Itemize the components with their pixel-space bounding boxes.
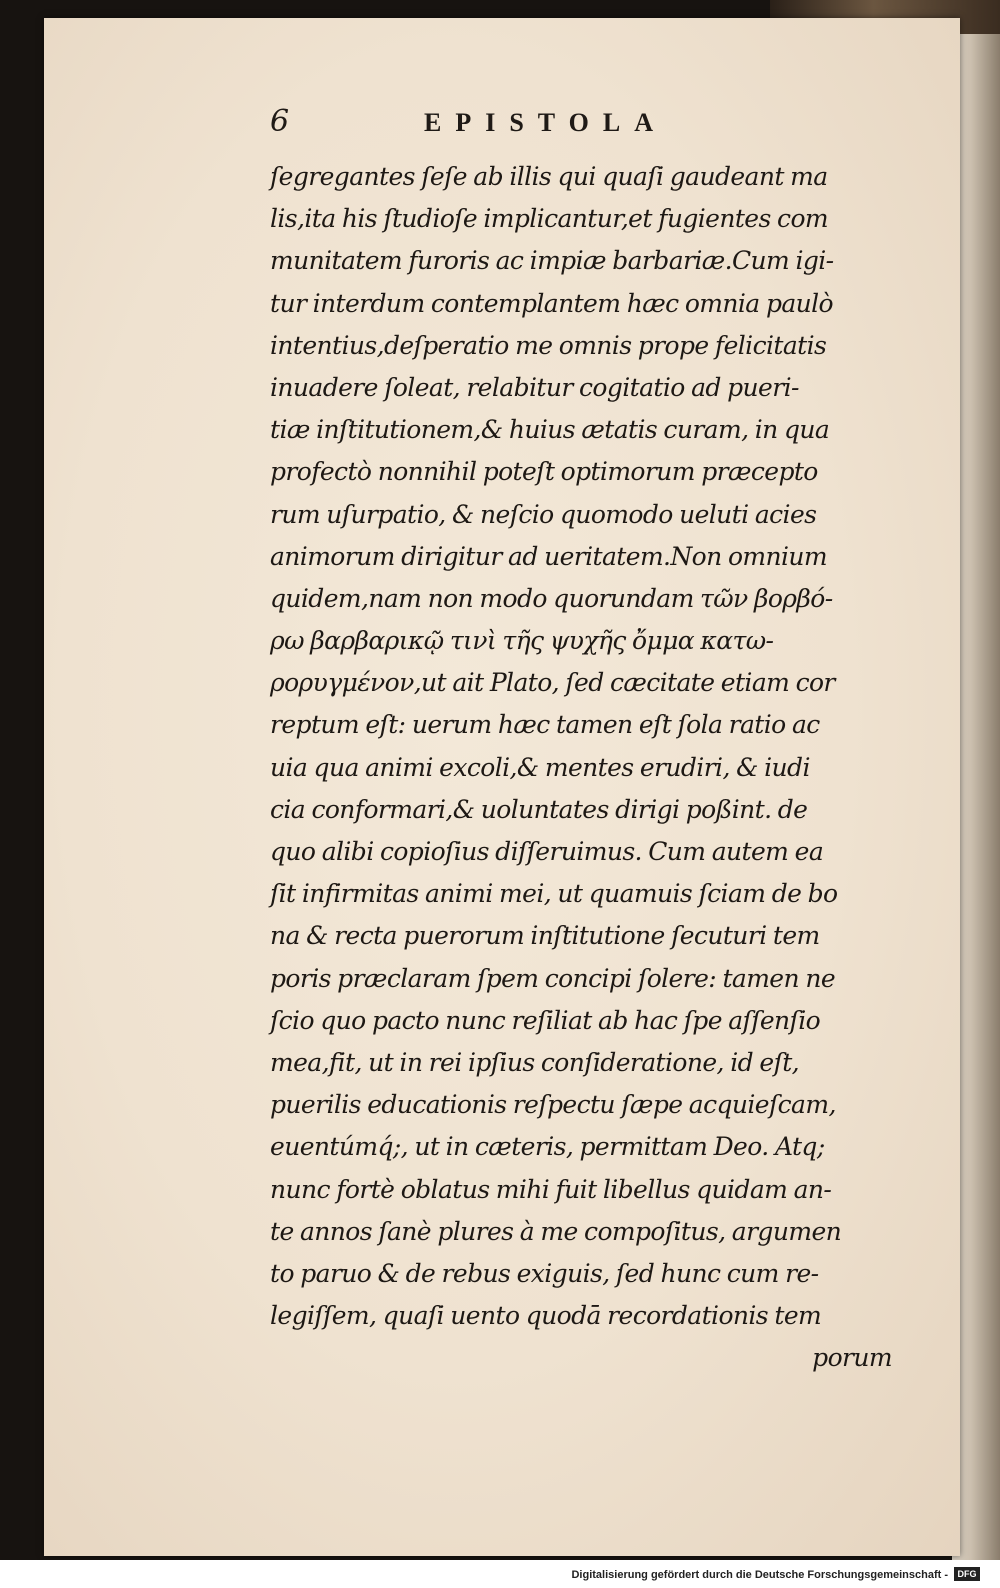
text-line: legiſſem, quaſi uento quodā recordationis tem — [270, 1301, 822, 1331]
text-line: reptum eſt: uerum hæc tamen eſt ſola ratio ac — [270, 710, 820, 740]
text-line: profectò nonnihil poteſt optimorum præcepto — [270, 457, 818, 487]
text-line: rum uſurpatio, & neſcio quomodo ueluti acies — [270, 499, 817, 529]
text-line: inuadere ſoleat, relabitur cogitatio ad pueri- — [270, 372, 799, 402]
text-line: ſegregantes ſeſe ab illis qui quaſi gaudeant ma — [270, 162, 828, 191]
text-line: tur interdum contemplantem hæc omnia paulò — [270, 288, 834, 318]
text-line: quo alibi copioſius diſſeruimus. Cum autem ea — [270, 837, 824, 866]
text-line: nunc fortè oblatus mihi fuit libellus quidam an- — [270, 1174, 832, 1204]
text-line: ρω βαρβαρικῷ τινὶ τῆς ψυχῆς ὄμμα κατω- — [270, 626, 774, 656]
text-line: to paruo & de rebus exiguis, ſed hunc cum re- — [270, 1258, 819, 1288]
text-line: munitatem furoris ac impiæ barbariæ.Cum igi- — [270, 246, 834, 276]
text-line: mea,fit, ut in rei ipſius conſideratione, id eſt, — [270, 1047, 800, 1077]
text-line: puerilis educationis reſpectu ſæpe acquieſcam, — [270, 1090, 836, 1120]
text-line: animorum dirigitur ad ueritatem.Non omnium — [270, 541, 828, 571]
page-number: 6 — [270, 104, 290, 139]
page-header — [270, 104, 750, 140]
text-line: na & recta puerorum inſtitutione ſecuturi tem — [270, 921, 820, 951]
dfg-logo-icon: DFG — [954, 1567, 980, 1581]
body-text — [270, 156, 898, 1379]
text-line: poris præclaram ſpem concipi ſolere: tamen ne — [270, 963, 836, 993]
text-line: cia conformari,& uoluntates dirigi poßint. de — [270, 794, 808, 824]
funding-credit: Digitalisierung gefördert durch die Deutsche Forschungsgemeinschaft - — [571, 1569, 948, 1581]
text-line: ſit infirmitas animi mei, ut quamuis ſciam de bo — [270, 879, 838, 909]
text-line: ſcio quo pacto nunc reſiliat ab hac ſpe aſſenſio — [270, 1005, 821, 1035]
text-line: quidem,nam non modo quorundam τῶν βορβό- — [270, 583, 833, 613]
text-line: tiæ inſtitutionem,& huius ætatis curam, in qua — [270, 415, 830, 445]
catchword: porum — [812, 1343, 892, 1373]
text-line: ρορυγμένον,ut ait Plato, ſed cæcitate etiam cor — [270, 668, 835, 698]
running-head: EPISTOLA — [424, 108, 668, 137]
text-line: intentius,deſperatio me omnis prope felicitatis — [270, 330, 827, 360]
text-line: euentúmq́;, ut in cæteris, permittam Deo. Atq; — [270, 1132, 825, 1162]
text-line: te annos ſanè plures à me compoſitus, argumen — [270, 1216, 842, 1246]
text-line: lis,ita his ſtudioſe implicantur,et fugientes com — [270, 204, 828, 234]
text-line: uia qua animi excoli,& mentes erudiri, & iudi — [270, 752, 810, 782]
